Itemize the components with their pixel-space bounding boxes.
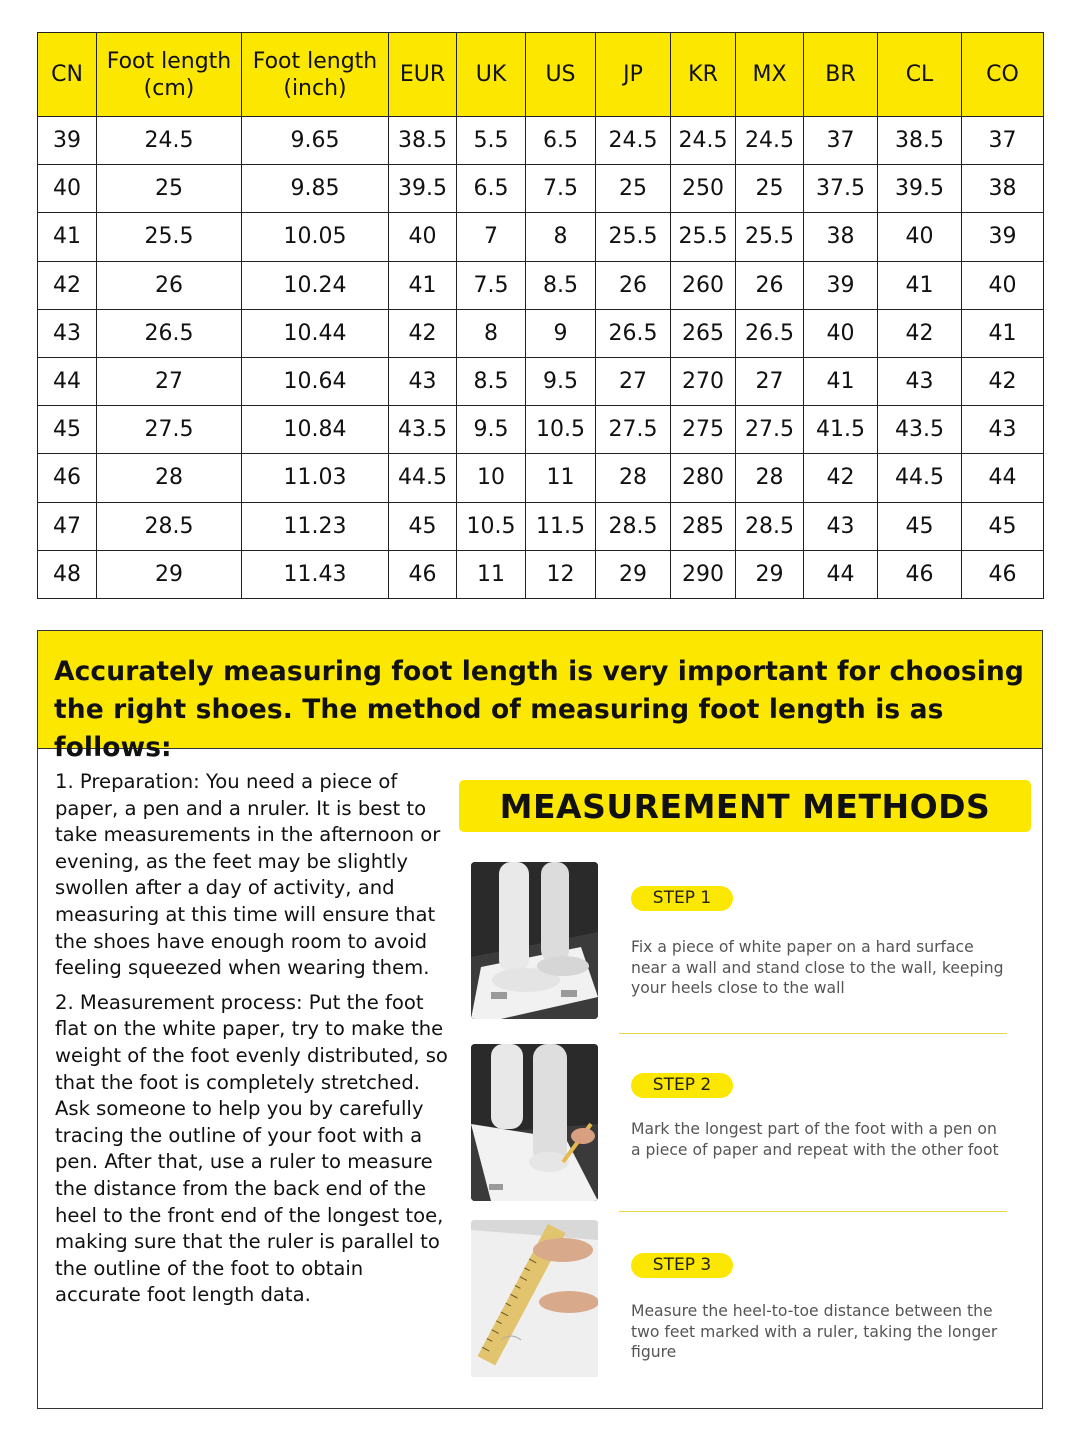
- table-cell: 28.5: [736, 502, 804, 550]
- table-cell: 11.03: [242, 454, 389, 502]
- table-cell: 29: [596, 550, 671, 598]
- table-cell: 7.5: [526, 165, 596, 213]
- column-header: BR: [804, 33, 878, 117]
- table-cell: 10: [457, 454, 526, 502]
- table-cell: 29: [736, 550, 804, 598]
- step-divider: [619, 1033, 1007, 1034]
- table-cell: 28: [736, 454, 804, 502]
- column-header: Foot length (inch): [242, 33, 389, 117]
- step1-photo: [471, 862, 598, 1019]
- table-cell: 43: [804, 502, 878, 550]
- table-cell: 46: [389, 550, 457, 598]
- table-cell: 260: [671, 261, 736, 309]
- table-cell: 40: [389, 213, 457, 261]
- table-cell: 41: [38, 213, 97, 261]
- table-cell: 43.5: [878, 406, 962, 454]
- table-cell: 37: [804, 117, 878, 165]
- table-cell: 38.5: [878, 117, 962, 165]
- table-row: [38, 550, 1044, 598]
- table-cell: 24.5: [596, 117, 671, 165]
- table-cell: 45: [38, 406, 97, 454]
- table-header-row: [38, 33, 1044, 117]
- table-cell: 11: [457, 550, 526, 598]
- table-cell: 48: [38, 550, 97, 598]
- column-header: US: [526, 33, 596, 117]
- table-cell: 27.5: [596, 406, 671, 454]
- table-cell: 24.5: [671, 117, 736, 165]
- table-row: [38, 213, 1044, 261]
- table-cell: 9.5: [526, 357, 596, 405]
- table-cell: 45: [389, 502, 457, 550]
- step3-description: Measure the heel-to-toe distance between the two feet marked with a ruler, taking the longer figure: [631, 1302, 998, 1361]
- table-cell: 275: [671, 406, 736, 454]
- table-cell: 28: [596, 454, 671, 502]
- instructions-text: [55, 769, 455, 1317]
- table-cell: 37.5: [804, 165, 878, 213]
- table-cell: 40: [38, 165, 97, 213]
- table-cell: 40: [804, 309, 878, 357]
- table-cell: 24.5: [97, 117, 242, 165]
- table-cell: 27: [596, 357, 671, 405]
- table-row: [38, 261, 1044, 309]
- table-row: [38, 454, 1044, 502]
- table-cell: 41: [389, 261, 457, 309]
- table-cell: 44: [38, 357, 97, 405]
- table-cell: 25: [736, 165, 804, 213]
- table-cell: 7: [457, 213, 526, 261]
- step3-label: STEP 3: [631, 1253, 733, 1278]
- table-cell: 8: [457, 309, 526, 357]
- table-cell: 41: [962, 309, 1044, 357]
- table-cell: 10.5: [526, 406, 596, 454]
- table-cell: 26.5: [97, 309, 242, 357]
- table-cell: 40: [962, 261, 1044, 309]
- table-cell: 8.5: [457, 357, 526, 405]
- table-cell: 39: [962, 213, 1044, 261]
- table-cell: 37: [962, 117, 1044, 165]
- table-cell: 47: [38, 502, 97, 550]
- table-cell: 45: [878, 502, 962, 550]
- table-cell: 5.5: [457, 117, 526, 165]
- table-cell: 28: [97, 454, 242, 502]
- table-cell: 9.65: [242, 117, 389, 165]
- table-cell: 39: [804, 261, 878, 309]
- measurement-info-box: [37, 630, 1043, 1409]
- table-cell: 26.5: [736, 309, 804, 357]
- table-cell: 43: [878, 357, 962, 405]
- table-cell: 25.5: [596, 213, 671, 261]
- table-cell: 11.5: [526, 502, 596, 550]
- table-cell: 29: [97, 550, 242, 598]
- table-cell: 9.85: [242, 165, 389, 213]
- table-cell: 290: [671, 550, 736, 598]
- table-cell: 26: [97, 261, 242, 309]
- table-cell: 28.5: [97, 502, 242, 550]
- step-divider: [619, 1211, 1007, 1212]
- table-cell: 44: [804, 550, 878, 598]
- table-cell: 43: [38, 309, 97, 357]
- column-header: Foot length (cm): [97, 33, 242, 117]
- table-cell: 26: [736, 261, 804, 309]
- table-cell: 43: [389, 357, 457, 405]
- table-cell: 25.5: [671, 213, 736, 261]
- table-cell: 280: [671, 454, 736, 502]
- table-cell: 25: [97, 165, 242, 213]
- measurement-methods-title: MEASUREMENT METHODS: [459, 780, 1031, 832]
- table-cell: 46: [878, 550, 962, 598]
- table-cell: 41: [804, 357, 878, 405]
- step2-photo: [471, 1044, 598, 1201]
- table-cell: 10.5: [457, 502, 526, 550]
- table-cell: 7.5: [457, 261, 526, 309]
- table-body: [38, 117, 1044, 599]
- table-cell: 25: [596, 165, 671, 213]
- table-cell: 11.23: [242, 502, 389, 550]
- table-cell: 6.5: [457, 165, 526, 213]
- table-cell: 9.5: [457, 406, 526, 454]
- table-cell: 38: [804, 213, 878, 261]
- table-cell: 42: [38, 261, 97, 309]
- table-cell: 43: [962, 406, 1044, 454]
- size-chart-table: [37, 32, 1044, 599]
- table-cell: 26.5: [596, 309, 671, 357]
- table-cell: 250: [671, 165, 736, 213]
- table-cell: 43.5: [389, 406, 457, 454]
- table-cell: 25.5: [736, 213, 804, 261]
- table-cell: 41.5: [804, 406, 878, 454]
- table-cell: 38.5: [389, 117, 457, 165]
- table-cell: 46: [38, 454, 97, 502]
- table-cell: 11.43: [242, 550, 389, 598]
- table-cell: 12: [526, 550, 596, 598]
- table-row: [38, 357, 1044, 405]
- table-cell: 24.5: [736, 117, 804, 165]
- table-cell: 10.84: [242, 406, 389, 454]
- step3-photo: [471, 1220, 598, 1377]
- table-cell: 27.5: [736, 406, 804, 454]
- column-header: EUR: [389, 33, 457, 117]
- step1-label: STEP 1: [631, 886, 733, 911]
- column-header: CL: [878, 33, 962, 117]
- column-header: UK: [457, 33, 526, 117]
- table-cell: 11: [526, 454, 596, 502]
- table-cell: 10.05: [242, 213, 389, 261]
- table-cell: 42: [804, 454, 878, 502]
- table-cell: 9: [526, 309, 596, 357]
- table-cell: 10.44: [242, 309, 389, 357]
- table-cell: 44.5: [389, 454, 457, 502]
- table-cell: 40: [878, 213, 962, 261]
- column-header: JP: [596, 33, 671, 117]
- table-cell: 38: [962, 165, 1044, 213]
- info-header: Accurately measuring foot length is very important for choosing the right shoes. The method of measuring foot length is as follows:: [38, 631, 1042, 749]
- table-cell: 285: [671, 502, 736, 550]
- table-cell: 41: [878, 261, 962, 309]
- table-cell: 27: [97, 357, 242, 405]
- measurement-process-paragraph: 2. Measurement process: Put the foot flat on the white paper, try to make the weight of the foot evenly distributed, so that the foot is completely stretched. Ask someone to help you by carefully tracing the outline of your foot with a pen. After that, use a ruler to measure the distance from the back end of the heel to the front end of the longest toe, making sure that the ruler is parallel to the outline of the foot to obtain accurate foot length data.: [55, 990, 448, 1307]
- table-cell: 270: [671, 357, 736, 405]
- table-cell: 39.5: [389, 165, 457, 213]
- table-cell: 44: [962, 454, 1044, 502]
- column-header: CN: [38, 33, 97, 117]
- table-cell: 10.64: [242, 357, 389, 405]
- table-cell: 42: [878, 309, 962, 357]
- table-row: [38, 309, 1044, 357]
- table-cell: 8: [526, 213, 596, 261]
- table-cell: 6.5: [526, 117, 596, 165]
- table-cell: 44.5: [878, 454, 962, 502]
- table-cell: 42: [389, 309, 457, 357]
- table-cell: 265: [671, 309, 736, 357]
- table-row: [38, 406, 1044, 454]
- column-header: MX: [736, 33, 804, 117]
- table-cell: 27: [736, 357, 804, 405]
- table-cell: 39.5: [878, 165, 962, 213]
- table-cell: 28.5: [596, 502, 671, 550]
- table-cell: 27.5: [97, 406, 242, 454]
- column-header: CO: [962, 33, 1044, 117]
- column-header: KR: [671, 33, 736, 117]
- table-cell: 25.5: [97, 213, 242, 261]
- table-cell: 10.24: [242, 261, 389, 309]
- table-cell: 8.5: [526, 261, 596, 309]
- table-cell: 45: [962, 502, 1044, 550]
- table-row: [38, 502, 1044, 550]
- step2-label: STEP 2: [631, 1073, 733, 1098]
- table-cell: 39: [38, 117, 97, 165]
- table-cell: 42: [962, 357, 1044, 405]
- step2-description: Mark the longest part of the foot with a pen on a piece of paper and repeat with the other foot: [631, 1120, 999, 1159]
- table-cell: 46: [962, 550, 1044, 598]
- preparation-paragraph: 1. Preparation: You need a piece of paper, a pen and a nruler. It is best to take measurements in the afternoon or evening, as the feet may be slightly swollen after a day of activity, and measuring at this time will ensure that the shoes have enough room to avoid feeling squeezed when wearing them.: [55, 770, 441, 980]
- table-cell: 26: [596, 261, 671, 309]
- table-row: [38, 117, 1044, 165]
- table-row: [38, 165, 1044, 213]
- step1-description: Fix a piece of white paper on a hard surface near a wall and stand close to the wall, keeping your heels close to the wall: [631, 938, 1004, 997]
